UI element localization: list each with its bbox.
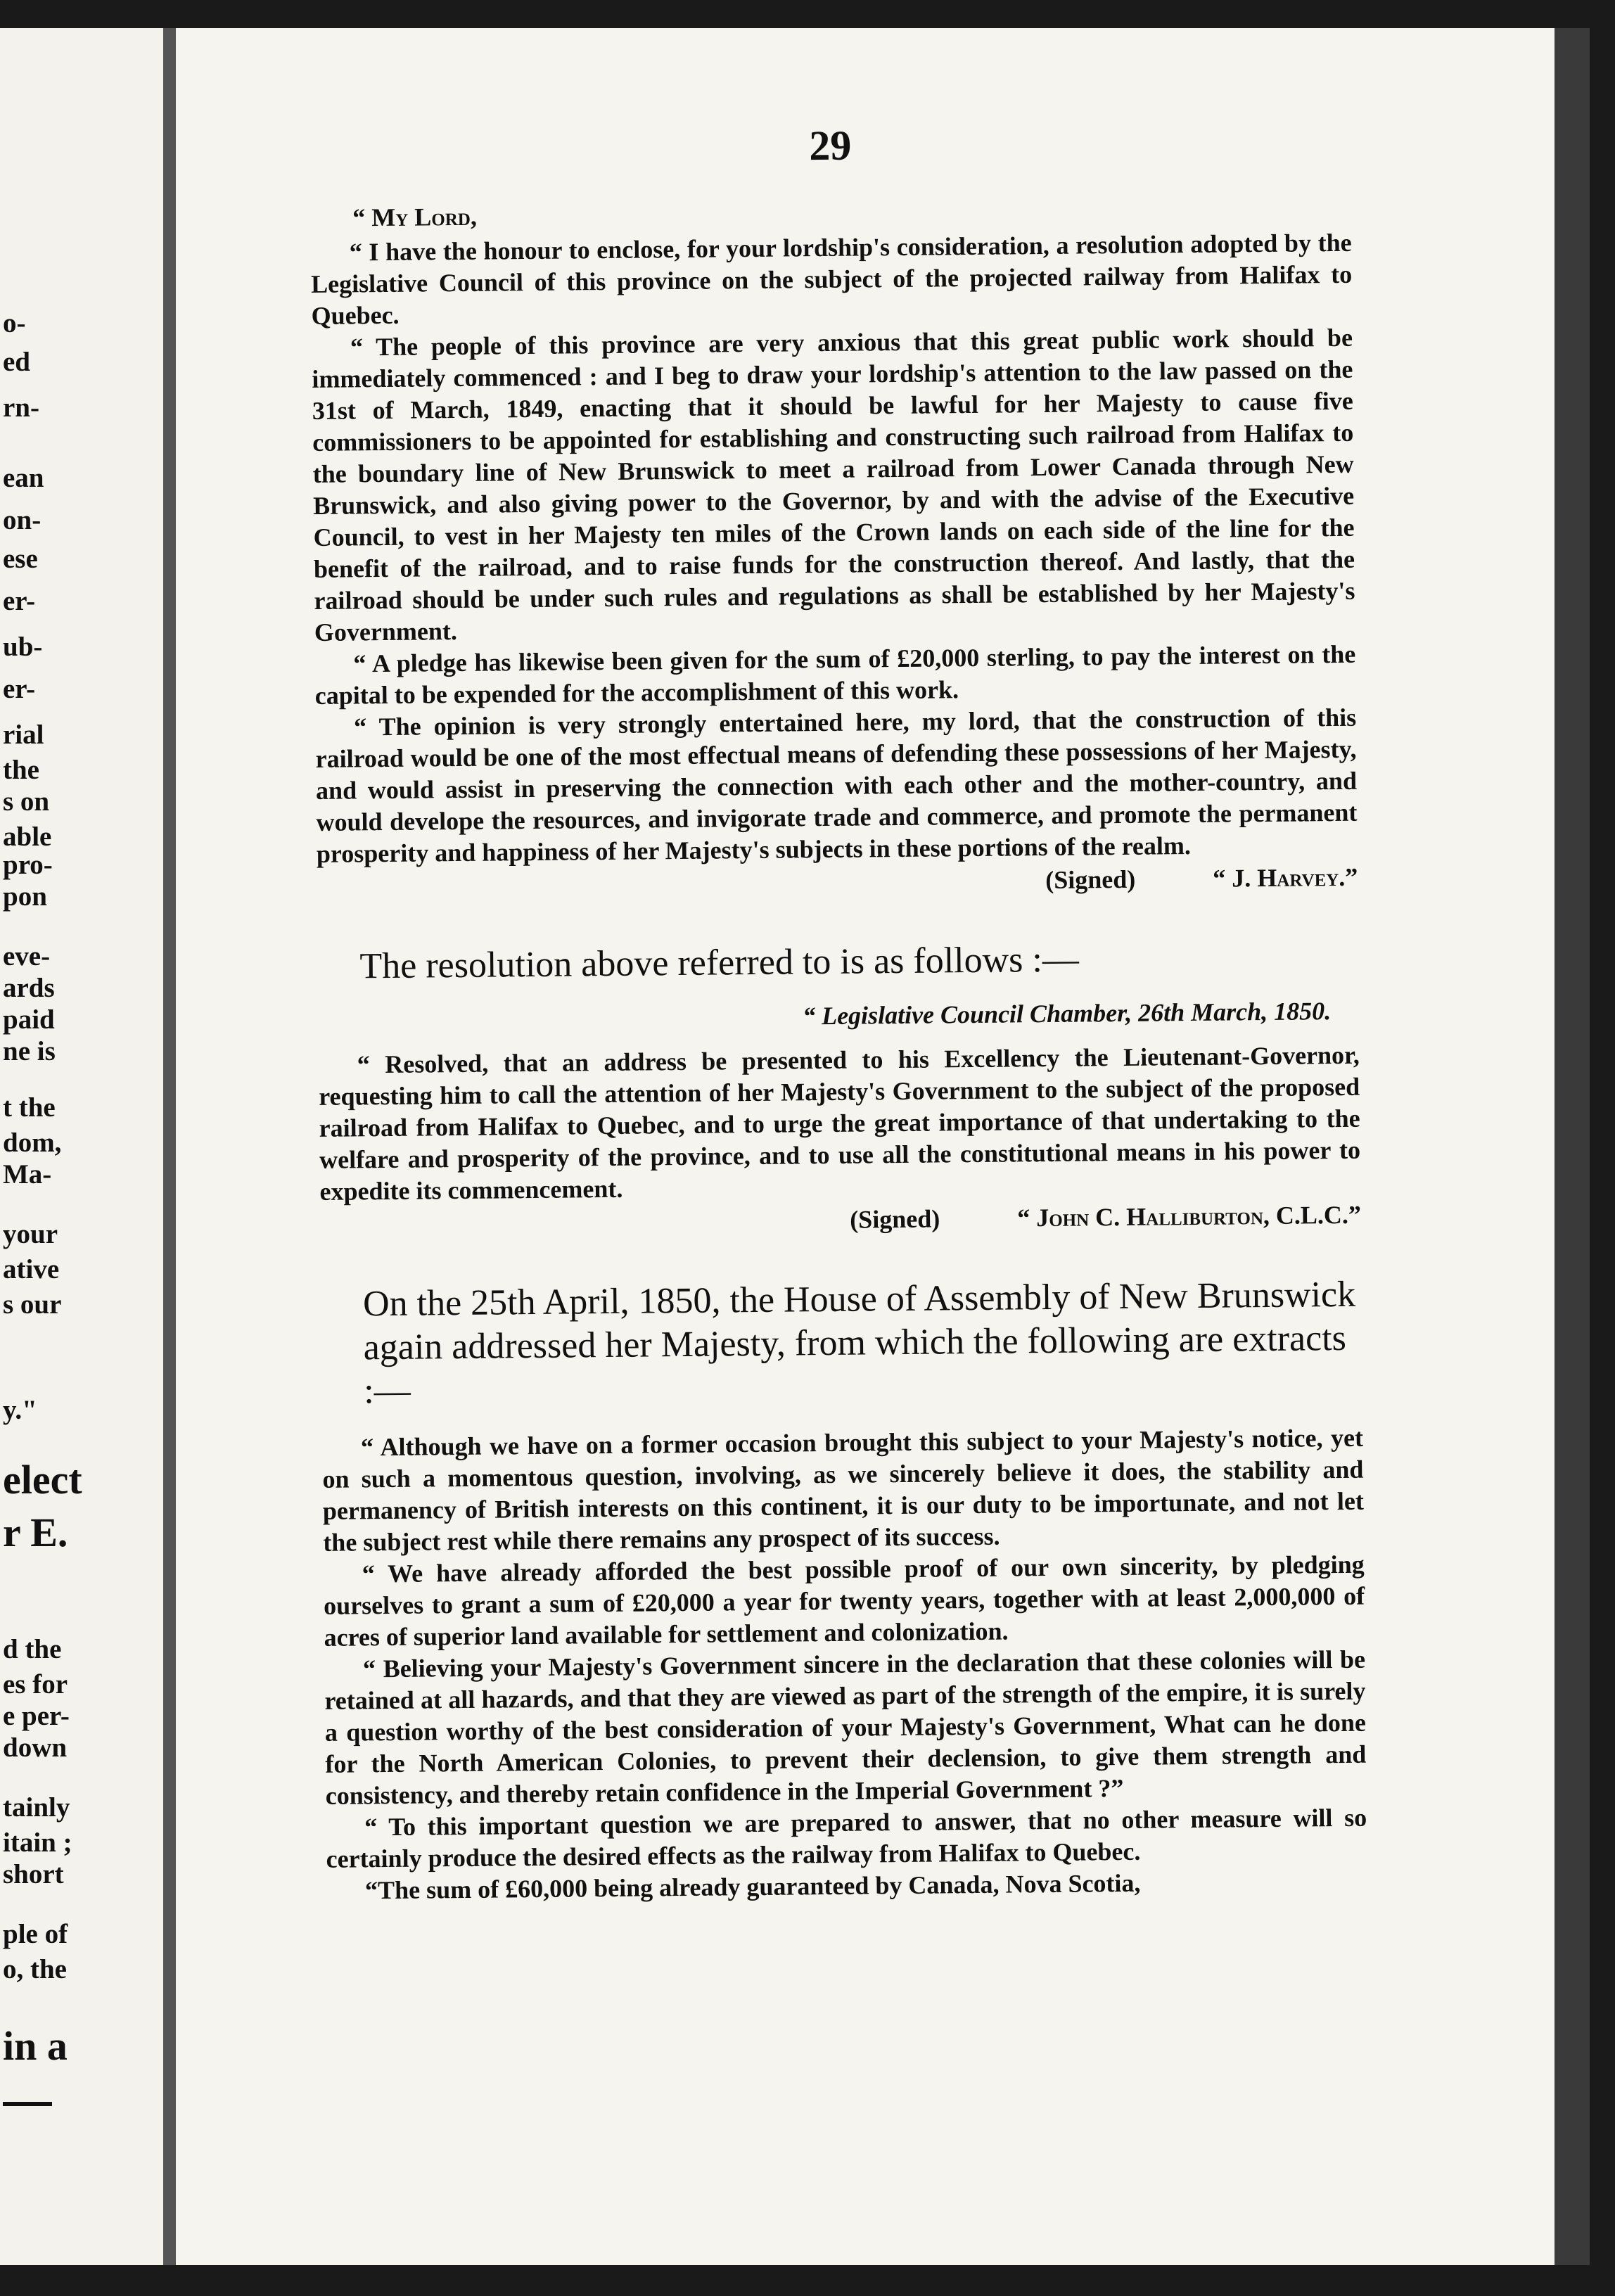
left-page-fragment: r E. [3,1510,68,1555]
left-page-fragment: short [3,1859,64,1889]
assembly-paragraph: “ We have already afforded the best possible proof of our own sincerity, by pledging ourselves to grant a sum of £20,000 a year for twenty years, together with at least 2,000,000 of acres of superior land available for settlement and colonization. [323,1550,1365,1652]
page-number: 29 [808,122,852,170]
left-page-fragment: dom, [3,1128,62,1158]
left-page-fragment: ards [3,973,55,1003]
left-page-fragment: e per- [3,1701,70,1731]
left-page-fragment: ub- [3,632,43,662]
letter-paragraph: “ A pledge has likewise been given for the sum of £20,000 sterling, to pay the interest on the capital to be expended for the accomplishment of this work. [314,639,1356,710]
left-page-fragment: o- [3,308,26,338]
left-page-fragment: pro- [3,850,53,880]
left-page-fragment: down [3,1733,68,1763]
signature-harvey: “ J. Harvey.” [1213,862,1358,893]
left-page-fragment: ple of [3,1919,68,1949]
left-page-fragment: er- [3,674,36,704]
left-page-fragment: ean [3,463,44,493]
left-page-fragment: es for [3,1669,68,1699]
assembly-paragraph: “ Believing your Majesty's Government sincere in the declaration that these colonies will be retained at all hazards, and that they are viewed as part of the strength of the empire, it is surely a question worthy of the best consideration of your Majesty's Government, What can he done for the North American Colonies, to prevent their declension, to give them strength and consistency, and thereby retain confidence in the Imperial Government ?” [324,1645,1367,1810]
left-page-fragment: Ma- [3,1159,52,1190]
letter-paragraph: “ The people of this province are very anxious that this great public work should be immediately commenced : and I beg to draw your lordship's attention to the law passed on the 31st of March, 1849, enacting that it should be lawful for her Majesty to cause five commissioners to be appointed for establishing and constructing such railroad from Halifax to the boundary line of New Brunswick to meet a railroad from Lower Canada through New Brunswick, and also giving power to the Governor, by and with the advise of the Executive Council, to vest in her Majesty ten miles of the Crown lands on each side of the line for the benefit of the railroad, and to raise funds for the construction thereof. And lastly, that the railroad should be under such rules and regulations as shall be established by her Majesty's Government. [312,323,1355,646]
assembly-heading: On the 25th April, 1850, the House of Assembly of New Brunswick again addressed her Majesty, from which the following are extracts :— [362,1274,1356,1412]
left-page-fragment: in a [3,2023,68,2069]
letter-paragraph: “ The opinion is very strongly entertained here, my lord, that the construction of this railroad would be one of the most effectual means of defending these possessions of her Majesty, and would assist in preserving the connection with each other and the mother-country, and would develope the resources, and invigorate trade and commerce, and promote the permanent prosperity and happiness of her Majesty's subjects in these portions of the realm. [315,703,1358,868]
resolution-text: “ Resolved, that an address be presented to his Excellency the Lieutenant-Governor, requesting him to call the attention of her Majesty's Government to the subject of the proposed railroad from Halifax to Quebec, and to urge the great importance of that undertaking to the welfare and prosperity of the province, and to use all the constitutional means in his power to expedite its commencement. [319,1040,1361,1206]
left-page-fragment: itain ; [3,1828,72,1858]
left-page-fragment: s our [3,1289,62,1320]
left-page-rule [3,2102,52,2106]
resolution-heading: The resolution above referred to is as follows :— [359,939,1080,987]
left-page-fragment: t the [3,1092,56,1123]
left-page-fragment: tainly [3,1792,70,1823]
left-page [0,28,163,2265]
left-page-fragment: ne is [3,1036,56,1066]
left-page-fragment: ative [3,1254,60,1284]
left-page-fragment: elect [3,1457,82,1503]
left-page-fragment: d the [3,1634,62,1664]
left-page-fragment: y." [3,1395,37,1425]
letter-paragraph: “ I have the honour to enclose, for your lordship's consideration, a resolution adopted by the Legislative Council of this province on the subject of the projected railway from Halifax to Quebec. [310,228,1353,330]
left-page-fragment: ed [3,347,30,377]
signed-label: (Signed) [1045,865,1136,895]
left-page-fragment: paid [3,1005,55,1035]
text-block [309,117,1367,1907]
left-page-fragment: rial [3,720,44,750]
left-page-fragment: rn- [3,393,39,423]
left-page-fragment: eve- [3,941,51,971]
assembly-paragraph: “The sum of £60,000 being already guaranteed by Canada, Nova Scotia, [364,1868,1141,1905]
letter [310,193,1358,903]
signed-label: (Signed) [850,1204,940,1234]
assembly-paragraph: “ Although we have on a former occasion brought this subject to your Majesty's notice, yet on such a momentous question, involving, as we sincerely believe it does, the stability and permanency of British interests on this continent, it is our duty to be importunate, and not let the subject rest while there remains any prospect of its success. [322,1423,1365,1557]
signature-halliburton: “ John C. Halliburton, C.L.C.” [1017,1200,1362,1232]
left-page-fragment: the [3,755,39,785]
book-gutter [163,28,176,2265]
left-page-fragment: er- [3,586,36,616]
assembly-paragraph: “ To this important question we are prepared to answer, that no other measure will so certainly produce the desired effects as the railway from Halifax to Quebec. [326,1803,1367,1873]
left-page-fragment: able [3,822,52,852]
left-page-fragment: on- [3,505,42,535]
right-page [176,28,1555,2265]
resolution-dateline: “ Legislative Council Chamber, 26th March, 1850. [802,997,1332,1031]
left-page-fragment: s on [3,786,50,817]
left-page-fragment: pon [3,881,47,912]
salutation: “ My Lord, [352,202,478,232]
left-page-fragment: ese [3,544,38,574]
left-page-fragment: your [3,1219,58,1249]
page-edge [1555,28,1590,2265]
left-page-fragment: o, the [3,1954,67,1984]
